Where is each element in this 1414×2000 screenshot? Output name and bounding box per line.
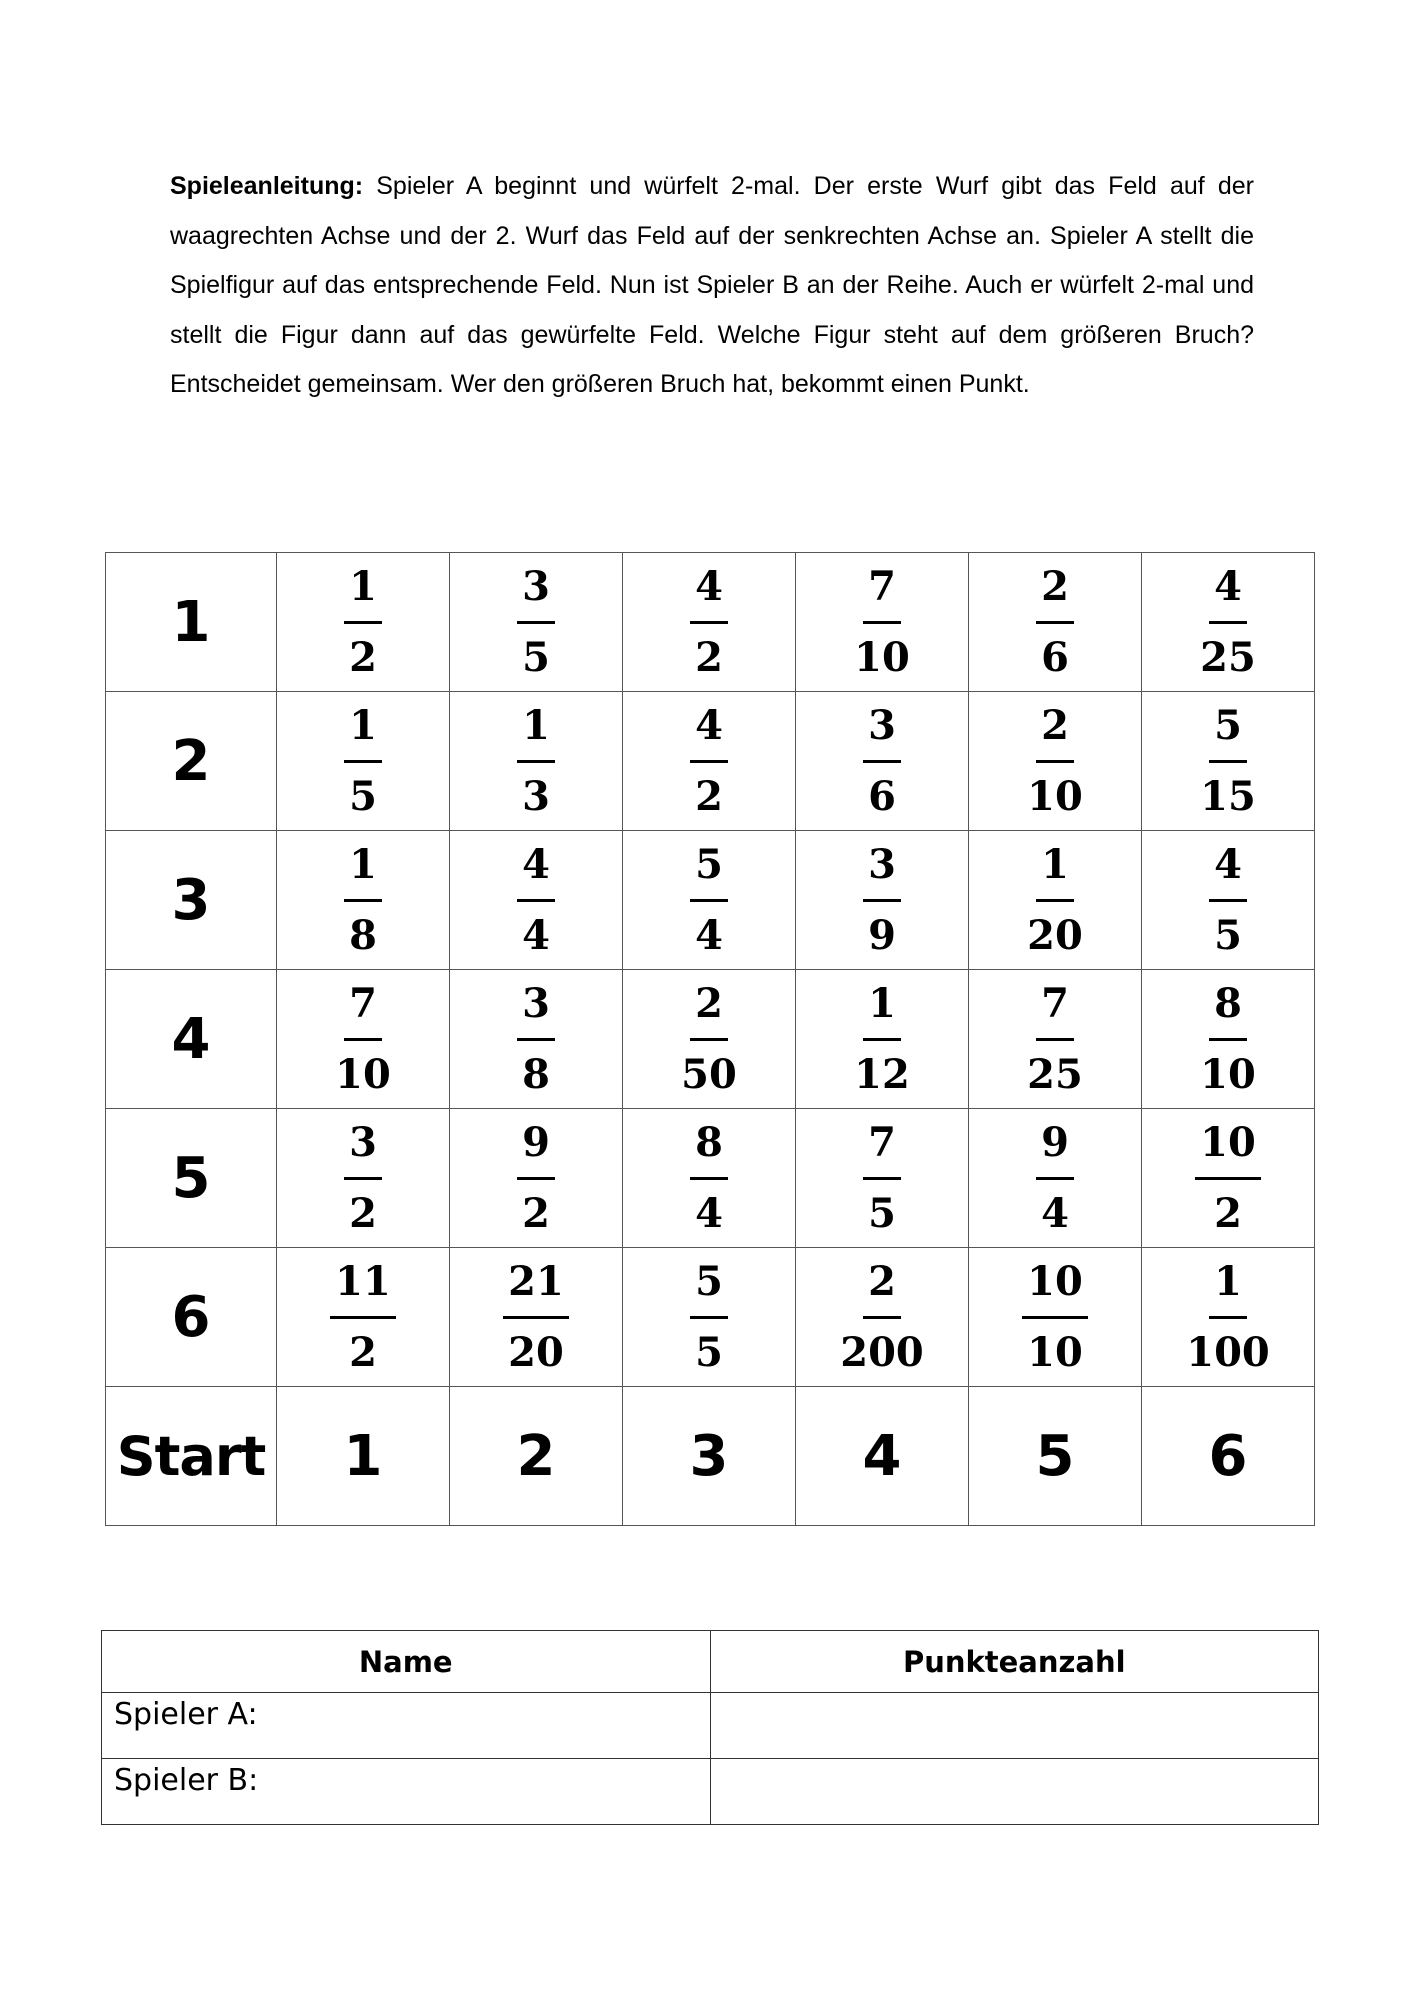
fraction	[1195, 562, 1261, 681]
board-cell[interactable]	[277, 1109, 450, 1248]
fraction-denominator: 5	[868, 1189, 896, 1237]
fraction-numerator: 1	[344, 845, 382, 902]
fraction-numerator: 5	[1209, 706, 1247, 763]
fraction-denominator: 10	[1027, 1328, 1083, 1376]
board-cell[interactable]	[1142, 831, 1315, 970]
board-cell[interactable]	[969, 1109, 1142, 1248]
game-board-body	[106, 553, 1315, 1526]
fraction-denominator: 3	[522, 772, 550, 820]
score-header-name: Name	[102, 1631, 711, 1693]
score-player-a-name: Spieler A:	[102, 1693, 711, 1759]
board-cell[interactable]	[969, 831, 1142, 970]
fraction-numerator: 7	[344, 984, 382, 1041]
fraction	[517, 979, 555, 1098]
fraction-numerator: 3	[863, 706, 901, 763]
row-label: 5	[106, 1109, 277, 1248]
board-cell[interactable]	[623, 692, 796, 831]
fraction	[1022, 701, 1088, 820]
fraction-denominator: 2	[349, 1189, 377, 1237]
fraction-numerator: 1	[344, 567, 382, 624]
fraction	[330, 1257, 396, 1376]
fraction-numerator: 2	[690, 984, 728, 1041]
fraction-denominator: 4	[695, 911, 723, 959]
fraction	[344, 840, 382, 959]
fraction	[1036, 1118, 1074, 1237]
fraction-denominator: 4	[522, 911, 550, 959]
row-label: 2	[106, 692, 277, 831]
board-cell[interactable]	[1142, 692, 1315, 831]
fraction	[1022, 840, 1088, 959]
fraction-numerator: 2	[863, 1262, 901, 1319]
fraction	[344, 701, 382, 820]
instructions-lead: Spieleanleitung:	[170, 172, 364, 200]
fraction	[344, 562, 382, 681]
fraction-denominator: 4	[695, 1189, 723, 1237]
fraction	[835, 1257, 929, 1376]
board-cell[interactable]	[623, 553, 796, 692]
fraction	[863, 840, 901, 959]
column-label: 5	[969, 1387, 1142, 1526]
row-label: 3	[106, 831, 277, 970]
board-row	[106, 692, 1315, 831]
board-cell[interactable]	[450, 831, 623, 970]
score-header-row	[102, 1631, 1319, 1693]
board-cell[interactable]	[277, 692, 450, 831]
score-header-points: Punkteanzahl	[710, 1631, 1319, 1693]
fraction-denominator: 2	[695, 633, 723, 681]
fraction-denominator: 50	[681, 1050, 737, 1098]
board-cell[interactable]	[623, 831, 796, 970]
fraction	[1022, 979, 1088, 1098]
column-label: 3	[623, 1387, 796, 1526]
board-row	[106, 1248, 1315, 1387]
fraction-denominator: 100	[1186, 1328, 1270, 1376]
fraction-denominator: 20	[1027, 911, 1083, 959]
fraction-denominator: 5	[522, 633, 550, 681]
board-row	[106, 970, 1315, 1109]
fraction-denominator: 5	[349, 772, 377, 820]
board-cell[interactable]	[450, 692, 623, 831]
fraction	[503, 1257, 569, 1376]
fraction-numerator: 4	[1209, 845, 1247, 902]
fraction-denominator: 15	[1200, 772, 1256, 820]
fraction-denominator: 8	[349, 911, 377, 959]
game-board	[105, 552, 1315, 1526]
fraction-numerator: 7	[863, 1123, 901, 1180]
board-cell[interactable]	[450, 970, 623, 1109]
fraction	[690, 701, 728, 820]
fraction-denominator: 200	[840, 1328, 924, 1376]
row-label: 1	[106, 553, 277, 692]
fraction-numerator: 7	[863, 567, 901, 624]
fraction-denominator: 25	[1027, 1050, 1083, 1098]
fraction	[690, 1118, 728, 1237]
fraction	[517, 840, 555, 959]
board-row	[106, 553, 1315, 692]
score-row-player-a	[102, 1693, 1319, 1759]
fraction-denominator: 2	[1214, 1189, 1242, 1237]
fraction-numerator: 21	[503, 1262, 569, 1319]
fraction-denominator: 10	[854, 633, 910, 681]
fraction-denominator: 5	[695, 1328, 723, 1376]
fraction-numerator: 1	[344, 706, 382, 763]
fraction-numerator: 4	[1209, 567, 1247, 624]
board-cell[interactable]	[796, 1109, 969, 1248]
board-cell[interactable]	[796, 970, 969, 1109]
fraction	[690, 840, 728, 959]
fraction	[1195, 979, 1261, 1098]
fraction-numerator: 7	[1036, 984, 1074, 1041]
board-cell[interactable]	[277, 553, 450, 692]
fraction	[676, 979, 742, 1098]
board-cell[interactable]	[277, 1248, 450, 1387]
fraction-numerator: 4	[517, 845, 555, 902]
fraction-numerator: 8	[690, 1123, 728, 1180]
board-cell[interactable]	[796, 553, 969, 692]
fraction	[1181, 1257, 1275, 1376]
fraction-numerator: 1	[863, 984, 901, 1041]
board-cell[interactable]	[969, 1248, 1142, 1387]
fraction-denominator: 6	[868, 772, 896, 820]
fraction	[849, 979, 915, 1098]
board-cell[interactable]	[277, 970, 450, 1109]
fraction-denominator: 2	[695, 772, 723, 820]
fraction-numerator: 11	[330, 1262, 396, 1319]
fraction-denominator: 5	[1214, 911, 1242, 959]
fraction-numerator: 3	[517, 984, 555, 1041]
fraction-denominator: 10	[1027, 772, 1083, 820]
board-cell[interactable]	[1142, 970, 1315, 1109]
fraction	[690, 1257, 728, 1376]
column-label: 6	[1142, 1387, 1315, 1526]
fraction-numerator: 9	[1036, 1123, 1074, 1180]
fraction	[690, 562, 728, 681]
score-player-b-points[interactable]	[710, 1759, 1319, 1825]
board-cell[interactable]	[969, 692, 1142, 831]
fraction-denominator: 4	[1041, 1189, 1069, 1237]
fraction	[344, 1118, 382, 1237]
fraction	[1022, 1257, 1088, 1376]
fraction-denominator: 10	[1200, 1050, 1256, 1098]
board-row	[106, 1109, 1315, 1248]
fraction	[330, 979, 396, 1098]
fraction	[517, 562, 555, 681]
board-cell[interactable]	[623, 1248, 796, 1387]
fraction-denominator: 12	[854, 1050, 910, 1098]
score-player-a-points[interactable]	[710, 1693, 1319, 1759]
instructions-text: Spieler A beginnt und würfelt 2-mal. Der erste Wurf gibt das Feld auf der waagrechten Achse und der 2. Wurf das Feld auf der senkrechten Achse an. Spieler A stellt die Spielfigur auf das entsprechende Feld. Nun ist Spieler B an der Reihe. Auch er würfelt 2-mal und stellt die Figur dann auf das gewürfelte Feld. Welche Figur steht auf dem größeren Bruch? Entscheidet gemeinsam. Wer den größeren Bruch hat, bekommt einen Punkt.	[170, 172, 1254, 398]
fraction	[849, 562, 915, 681]
fraction	[863, 1118, 901, 1237]
score-player-b-name: Spieler B:	[102, 1759, 711, 1825]
score-row-player-b	[102, 1759, 1319, 1825]
row-label: 4	[106, 970, 277, 1109]
fraction-denominator: 2	[349, 1328, 377, 1376]
column-label: 4	[796, 1387, 969, 1526]
fraction-numerator: 3	[863, 845, 901, 902]
board-cell[interactable]	[1142, 1248, 1315, 1387]
board-cell[interactable]	[623, 970, 796, 1109]
fraction-numerator: 10	[1022, 1262, 1088, 1319]
fraction-numerator: 4	[690, 567, 728, 624]
fraction-denominator: 10	[335, 1050, 391, 1098]
board-cell[interactable]	[277, 831, 450, 970]
fraction	[1209, 840, 1247, 959]
fraction-numerator: 4	[690, 706, 728, 763]
board-cell[interactable]	[450, 553, 623, 692]
fraction-denominator: 6	[1041, 633, 1069, 681]
fraction-numerator: 1	[517, 706, 555, 763]
fraction-numerator: 2	[1036, 567, 1074, 624]
fraction-denominator: 2	[522, 1189, 550, 1237]
fraction	[1195, 1118, 1261, 1237]
row-label: 6	[106, 1248, 277, 1387]
board-cell[interactable]	[969, 553, 1142, 692]
fraction	[1036, 562, 1074, 681]
fraction	[1195, 701, 1261, 820]
instructions	[170, 162, 1254, 410]
fraction-numerator: 2	[1036, 706, 1074, 763]
board-cell[interactable]	[450, 1109, 623, 1248]
board-cell[interactable]	[1142, 1109, 1315, 1248]
fraction-numerator: 1	[1209, 1262, 1247, 1319]
board-cell[interactable]	[623, 1109, 796, 1248]
start-label: Start	[106, 1387, 277, 1526]
board-cell[interactable]	[796, 692, 969, 831]
fraction-denominator: 2	[349, 633, 377, 681]
board-cell[interactable]	[450, 1248, 623, 1387]
fraction-denominator: 9	[868, 911, 896, 959]
fraction-denominator: 25	[1200, 633, 1256, 681]
fraction-numerator: 3	[517, 567, 555, 624]
fraction	[517, 701, 555, 820]
fraction-numerator: 8	[1209, 984, 1247, 1041]
fraction-denominator: 8	[522, 1050, 550, 1098]
board-cell[interactable]	[796, 1248, 969, 1387]
fraction	[863, 701, 901, 820]
fraction-numerator: 10	[1195, 1123, 1261, 1180]
column-label: 1	[277, 1387, 450, 1526]
score-table	[101, 1630, 1319, 1825]
board-start-row	[106, 1387, 1315, 1526]
board-cell[interactable]	[969, 970, 1142, 1109]
fraction	[517, 1118, 555, 1237]
fraction-numerator: 3	[344, 1123, 382, 1180]
fraction-numerator: 9	[517, 1123, 555, 1180]
board-row	[106, 831, 1315, 970]
fraction-denominator: 20	[508, 1328, 564, 1376]
fraction-numerator: 1	[1036, 845, 1074, 902]
fraction-numerator: 5	[690, 845, 728, 902]
column-label: 2	[450, 1387, 623, 1526]
fraction-numerator: 5	[690, 1262, 728, 1319]
board-cell[interactable]	[1142, 553, 1315, 692]
board-cell[interactable]	[796, 831, 969, 970]
